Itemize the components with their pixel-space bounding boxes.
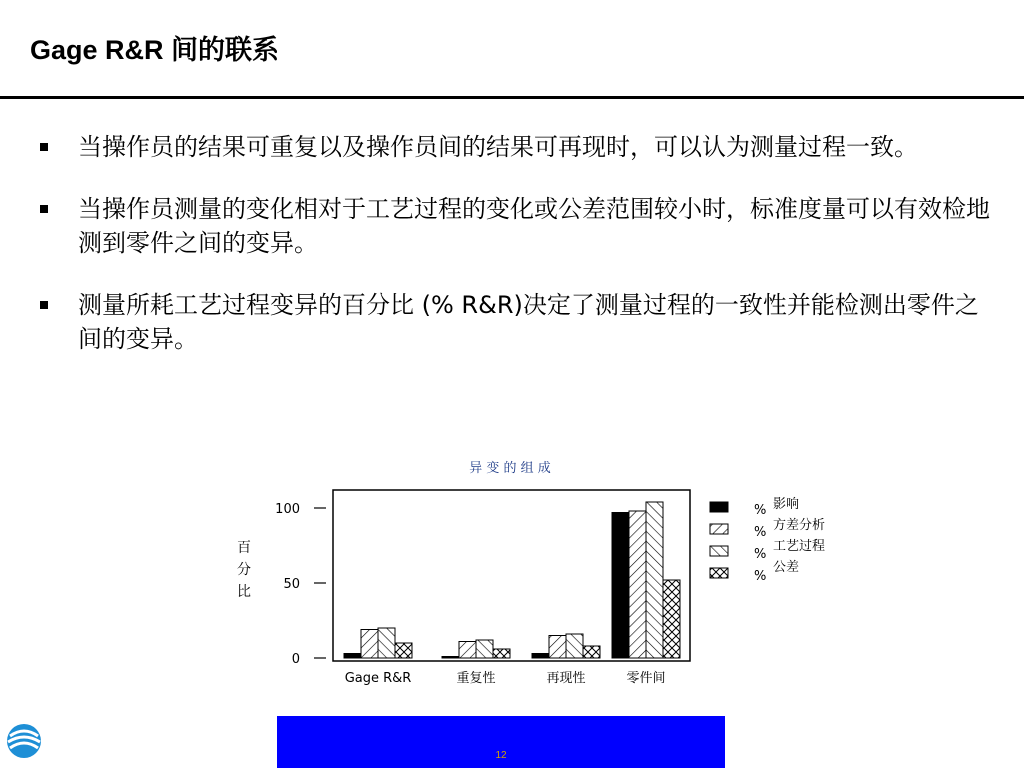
bar [629, 511, 646, 658]
legend-swatch [710, 524, 728, 534]
bullet-square-icon [40, 143, 48, 151]
legend-swatch [710, 568, 728, 578]
y-tick-label: 0 [291, 652, 300, 667]
bar [361, 630, 378, 659]
y-label-char: 百 [237, 540, 251, 556]
bar [442, 657, 459, 659]
bar [566, 634, 583, 658]
x-axis [345, 670, 666, 686]
bullet-square-icon [40, 205, 48, 213]
y-label-char: 分 [237, 562, 251, 578]
y-tick-label: 100 [275, 502, 300, 517]
bar [663, 580, 680, 658]
bar [476, 640, 493, 658]
x-tick-label: 零件间 [626, 671, 666, 686]
bar [493, 649, 510, 658]
chart-title: 异 变 的 组 成 [469, 461, 551, 476]
bullet-item [40, 288, 990, 356]
bar [612, 513, 629, 659]
bar [344, 654, 361, 659]
legend-label: 公差 [773, 560, 800, 575]
bar [532, 654, 549, 659]
bullet-text: 当操作员测量的变化相对于工艺过程的变化或公差范围较小时，标准度量可以有效检地测到零件之间的变异。 [78, 195, 990, 257]
legend [710, 497, 825, 584]
bar [395, 643, 412, 658]
legend-label: 工艺过程 [773, 539, 826, 554]
legend-symbol: % [754, 525, 767, 540]
legend-label: 方差分析 [773, 518, 826, 533]
variation-chart [220, 452, 880, 702]
bar [549, 636, 566, 659]
x-tick-label: Gage R&R [344, 671, 412, 686]
bar [459, 642, 476, 659]
company-logo-icon [4, 718, 44, 764]
chart-svg [220, 452, 880, 702]
bullet-text: 测量所耗工艺过程变异的百分比 (% R&R)决定了测量过程的一致性并能检测出零件之间的变异。 [78, 291, 979, 353]
y-tick-label: 50 [283, 577, 300, 592]
legend-symbol: % [754, 569, 767, 584]
bullet-list [40, 130, 990, 384]
bar [378, 628, 395, 658]
y-axis [275, 502, 326, 667]
bullet-square-icon [40, 301, 48, 309]
legend-symbol: % [754, 547, 767, 562]
slide-title: Gage R&R 间的联系 [30, 35, 280, 65]
x-tick-label: 重复性 [456, 671, 496, 686]
bullet-item [40, 130, 990, 164]
footer-bar [277, 716, 725, 768]
bullet-text: 当操作员的结果可重复以及操作员间的结果可再现时，可以认为测量过程一致。 [78, 133, 918, 161]
legend-symbol: % [754, 503, 767, 518]
page-number: 12 [495, 750, 507, 761]
bullet-item [40, 192, 990, 260]
y-axis-label [237, 540, 251, 600]
bars [344, 502, 680, 658]
legend-swatch [710, 546, 728, 556]
y-label-char: 比 [237, 584, 251, 600]
legend-swatch [710, 502, 728, 512]
bar [646, 502, 663, 658]
legend-label: 影响 [773, 497, 800, 512]
x-tick-label: 再现性 [546, 671, 586, 686]
bar [583, 646, 600, 658]
title-divider [0, 96, 1024, 99]
